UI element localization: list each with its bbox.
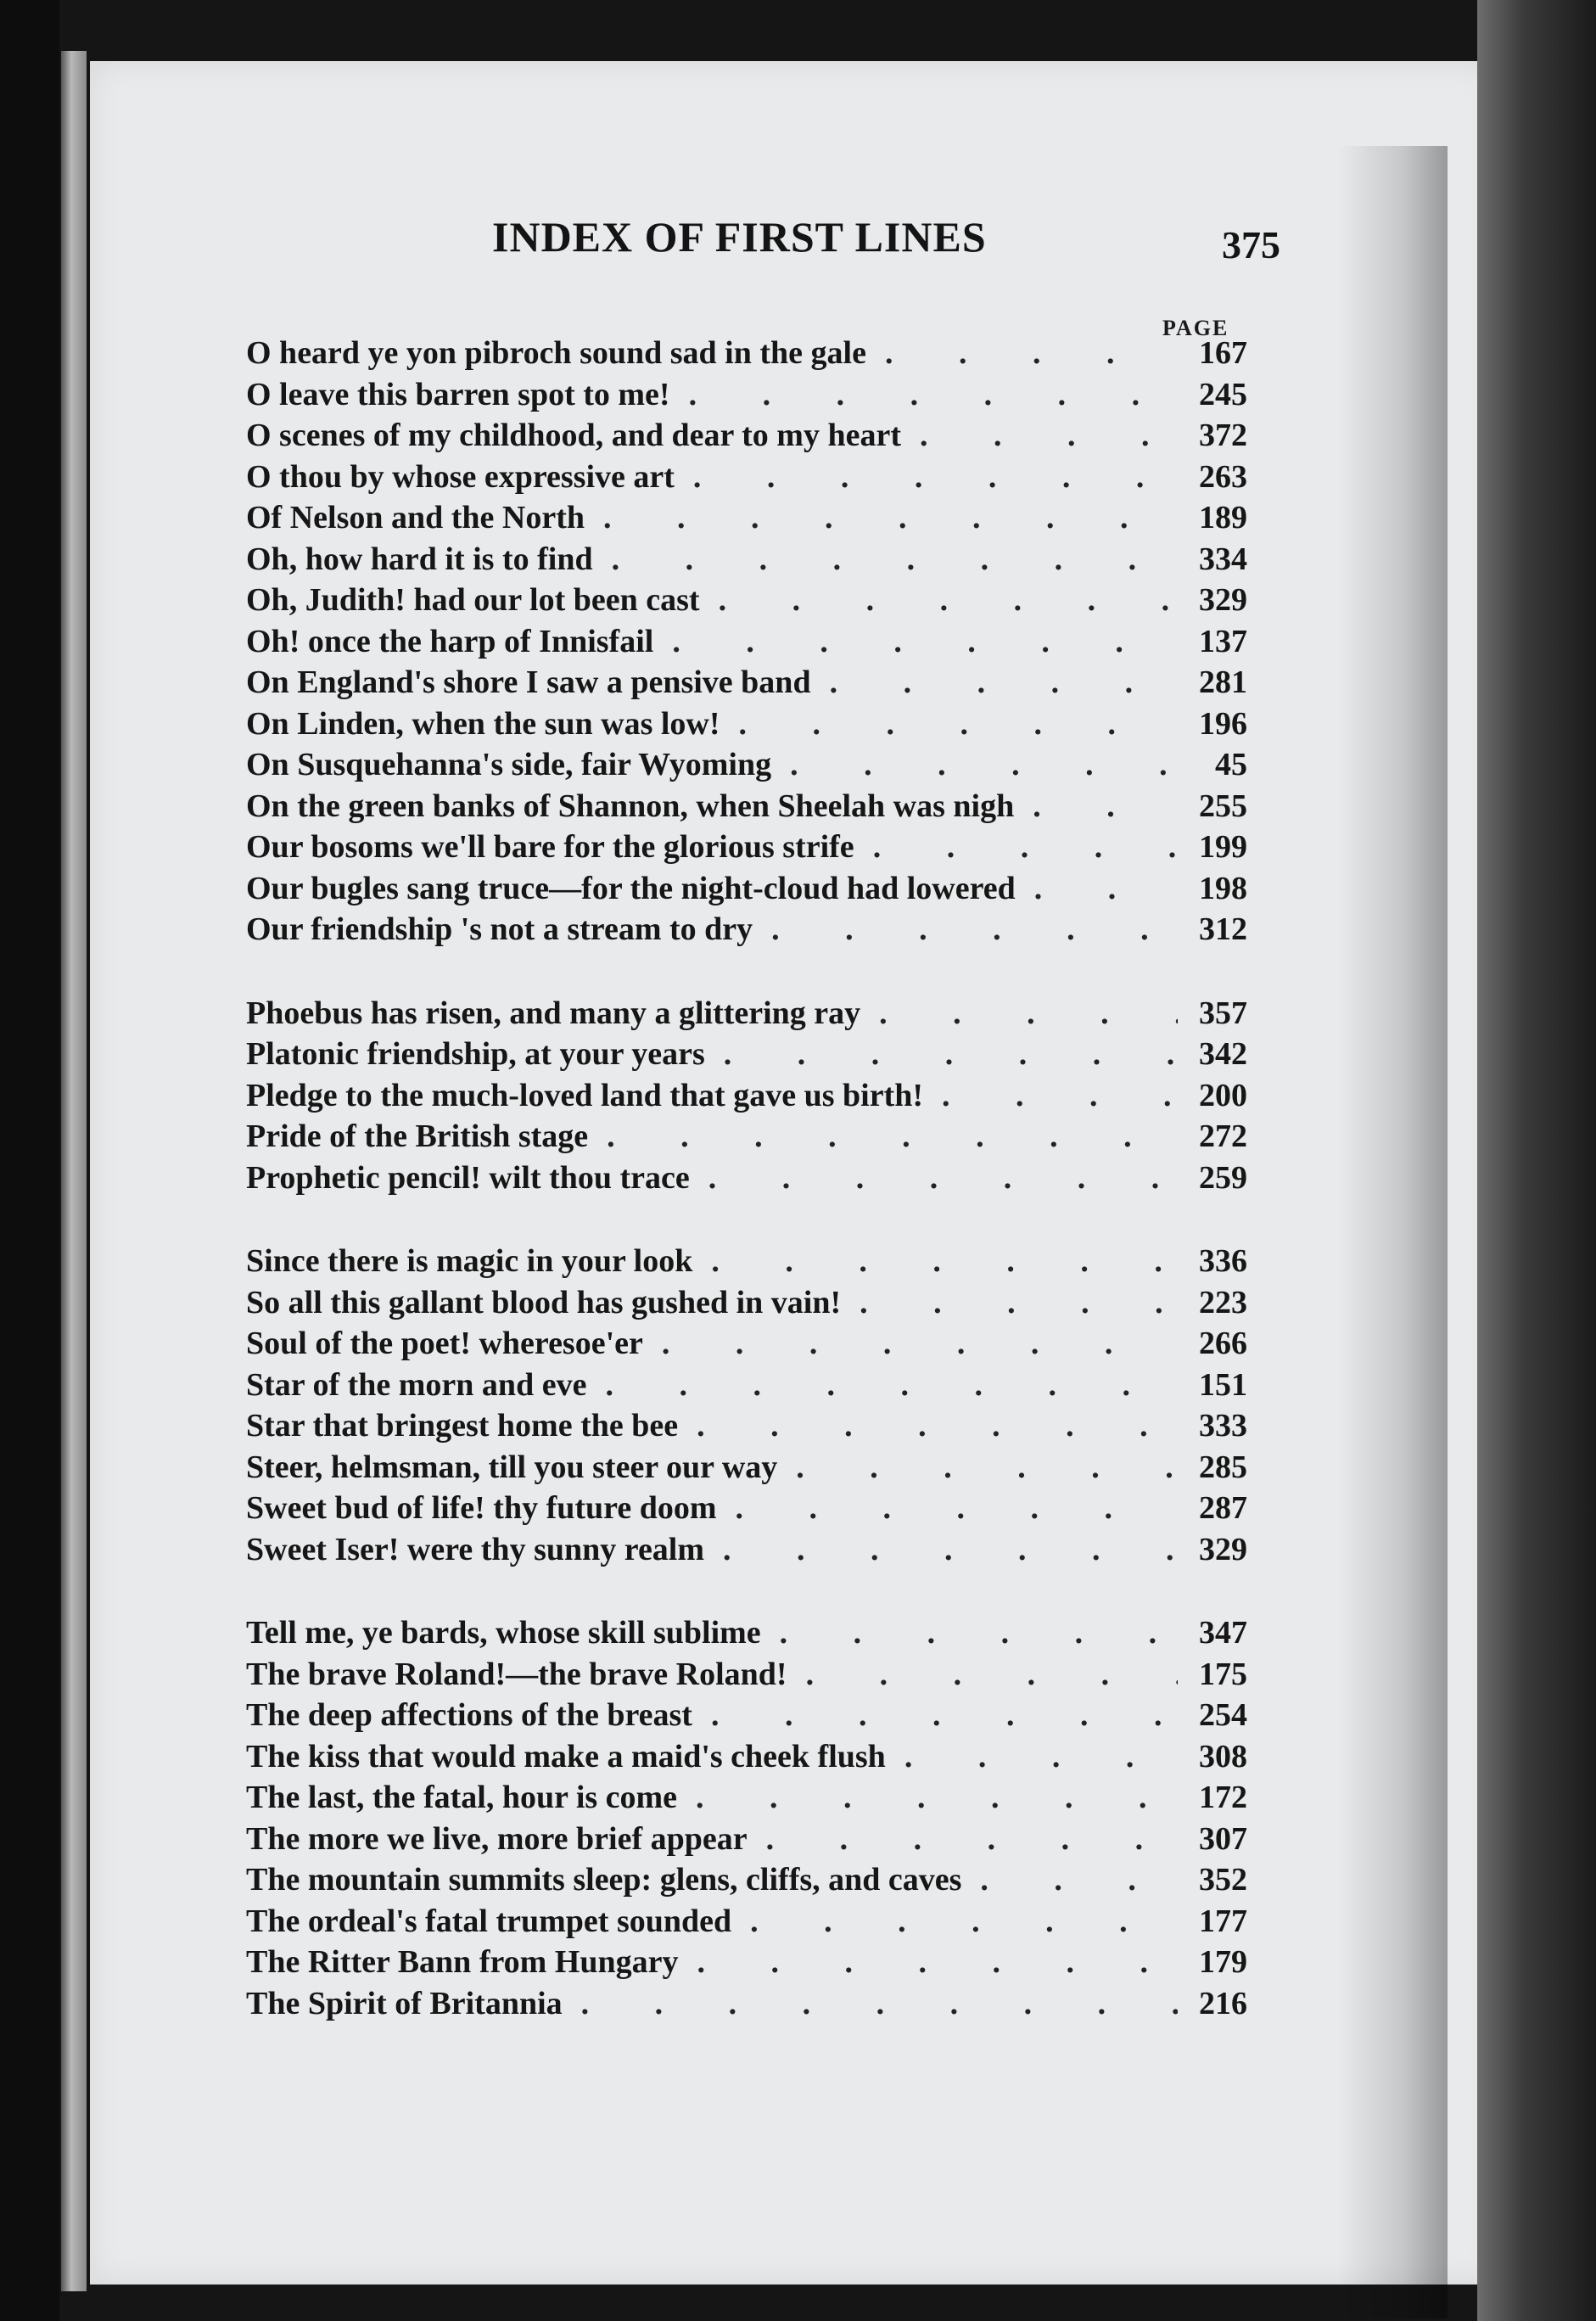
- dot-leader: [588, 1116, 1178, 1158]
- entry-page-number: 259: [1199, 1159, 1247, 1196]
- dot-leader: [585, 497, 1178, 539]
- index-entry: [246, 539, 1247, 580]
- index-entry: [246, 1777, 1247, 1819]
- page-fold-shadow: [1337, 146, 1448, 2318]
- dot-leader: [771, 744, 1178, 786]
- entry-page-number: 245: [1199, 376, 1247, 412]
- dot-leader: [705, 1034, 1178, 1075]
- first-line-text: The deep affections of the breast: [246, 1697, 692, 1733]
- dot-leader: [860, 993, 1178, 1034]
- first-line-text: Oh! once the harp of Innisfail: [246, 623, 654, 659]
- dot-leader: [753, 909, 1178, 950]
- first-line-text: Platonic friendship, at your years: [246, 1036, 705, 1072]
- index-entry: [246, 744, 1247, 786]
- dot-leader: [677, 1777, 1178, 1819]
- left-page-edge: [61, 51, 87, 2291]
- first-line-text: Phoebus has risen, and many a glittering ray: [246, 995, 861, 1031]
- entry-page-number: 216: [1199, 1985, 1247, 2021]
- dot-leader: [563, 1983, 1178, 2025]
- index-entry: [246, 786, 1247, 827]
- first-line-text: The mountain summits sleep: glens, cliffs, and caves: [246, 1862, 962, 1898]
- first-line-text: The Spirit of Britannia: [246, 1985, 563, 2021]
- index-entry: [246, 1942, 1247, 1983]
- dot-leader: [787, 1654, 1178, 1696]
- first-line-text: O leave this barren spot to me!: [246, 376, 670, 412]
- index-entry: [246, 1612, 1247, 1654]
- index-entry: [246, 374, 1247, 416]
- entry-page-number: 45: [1215, 747, 1247, 782]
- first-line-text: Pledge to the much-loved land that gave us birth!: [246, 1077, 923, 1113]
- dot-leader: [866, 333, 1178, 374]
- group-separator: [246, 950, 1247, 993]
- first-line-text: Oh, Judith! had our lot been cast: [246, 582, 700, 618]
- first-line-text: Tell me, ye bards, whose skill sublime: [246, 1615, 761, 1651]
- index-entry: [246, 1365, 1247, 1406]
- first-line-text: On England's shore I saw a pensive band: [246, 664, 811, 700]
- first-line-text: Sweet bud of life! thy future doom: [246, 1490, 717, 1526]
- first-line-text: The last, the fatal, hour is come: [246, 1780, 678, 1815]
- dot-leader: [692, 1241, 1178, 1282]
- dot-leader: [1016, 868, 1178, 910]
- entry-page-number: 196: [1199, 705, 1247, 742]
- index-entry: [246, 1859, 1247, 1901]
- entry-page-number: 281: [1199, 664, 1247, 700]
- index-entry: [246, 580, 1247, 621]
- entry-page-number: 167: [1199, 335, 1247, 371]
- entry-page-number: 175: [1199, 1656, 1247, 1692]
- dot-leader: [1014, 786, 1178, 827]
- group-separator: [246, 1198, 1247, 1241]
- index-entry: [246, 1075, 1247, 1117]
- first-line-text: The kiss that would make a maid's cheek flush: [246, 1738, 886, 1774]
- index-entry: [246, 1488, 1247, 1529]
- index-entry: [246, 415, 1247, 457]
- page-title: INDEX OF FIRST LINES: [492, 213, 987, 261]
- index-entry: [246, 1819, 1247, 1860]
- index-entry: [246, 1282, 1247, 1324]
- first-line-text: Pride of the British stage: [246, 1118, 589, 1154]
- entry-page-number: 199: [1199, 829, 1247, 865]
- dot-leader: [923, 1075, 1178, 1117]
- entry-page-number: 137: [1199, 623, 1247, 659]
- index-entry: [246, 1116, 1247, 1158]
- entry-page-number: 308: [1199, 1738, 1247, 1774]
- first-line-text: Oh, how hard it is to find: [246, 541, 593, 577]
- dot-leader: [761, 1612, 1178, 1654]
- index-entry: [246, 1695, 1247, 1736]
- left-scan-border: [0, 0, 59, 2321]
- right-scan-border: [1477, 0, 1596, 2321]
- entry-page-number: 347: [1199, 1615, 1247, 1651]
- index-entry: [246, 1901, 1247, 1943]
- index-entry: [246, 1241, 1247, 1282]
- first-line-text: On the green banks of Shannon, when Sheelah was nigh: [246, 788, 1015, 824]
- dot-leader: [700, 580, 1178, 621]
- dot-leader: [811, 662, 1178, 704]
- first-line-text: Prophetic pencil! wilt thou trace: [246, 1159, 690, 1196]
- index-entry: [246, 827, 1247, 868]
- dot-leader: [717, 1488, 1178, 1529]
- index-entry: [246, 704, 1247, 745]
- first-line-text: O heard ye yon pibroch sound sad in the gale: [246, 335, 866, 371]
- dot-leader: [675, 457, 1178, 498]
- index-entry: [246, 1529, 1247, 1571]
- first-line-text: Since there is magic in your look: [246, 1243, 693, 1279]
- entry-page-number: 287: [1199, 1490, 1247, 1526]
- dot-leader: [901, 415, 1178, 457]
- index-entry: [246, 993, 1247, 1034]
- index-entry: [246, 662, 1247, 704]
- dot-leader: [777, 1447, 1178, 1488]
- first-line-text: The ordeal's fatal trumpet sounded: [246, 1903, 732, 1939]
- first-line-text: Sweet Iser! were thy sunny realm: [246, 1531, 705, 1567]
- entry-page-number: 334: [1199, 541, 1247, 577]
- first-line-text: On Susquehanna's side, fair Wyoming: [246, 747, 772, 782]
- index-entry: [246, 1158, 1247, 1199]
- entry-page-number: 285: [1199, 1449, 1247, 1485]
- first-line-text: Our bugles sang truce—for the night-cloud had lowered: [246, 870, 1016, 906]
- entry-page-number: 342: [1199, 1036, 1247, 1072]
- entry-page-number: 307: [1199, 1820, 1247, 1857]
- first-line-text: Of Nelson and the North: [246, 500, 585, 535]
- first-line-text: Our friendship 's not a stream to dry: [246, 911, 753, 947]
- index-entry: [246, 868, 1247, 910]
- dot-leader: [704, 1529, 1178, 1571]
- dot-leader: [731, 1901, 1178, 1943]
- entry-page-number: 372: [1199, 418, 1247, 453]
- dot-leader: [670, 374, 1178, 416]
- index-entry: [246, 621, 1247, 663]
- entry-page-number: 329: [1199, 1531, 1247, 1567]
- entry-page-number: 263: [1199, 458, 1247, 495]
- entry-page-number: 198: [1199, 870, 1247, 906]
- dot-leader: [748, 1819, 1178, 1860]
- dot-leader: [692, 1695, 1178, 1736]
- first-line-text: O scenes of my childhood, and dear to my heart: [246, 418, 901, 453]
- dot-leader: [854, 827, 1178, 868]
- entry-page-number: 172: [1199, 1780, 1247, 1815]
- index-entry: [246, 1654, 1247, 1696]
- index-entry: [246, 1034, 1247, 1075]
- index-entry: [246, 1323, 1247, 1365]
- index-entry: [246, 1405, 1247, 1447]
- dot-leader: [886, 1736, 1178, 1778]
- entry-page-number: 151: [1199, 1366, 1247, 1403]
- entry-page-number: 200: [1199, 1077, 1247, 1113]
- first-line-text: The Ritter Bann from Hungary: [246, 1944, 679, 1980]
- entry-page-number: 333: [1199, 1408, 1247, 1444]
- page-number: 375: [1222, 223, 1280, 266]
- entry-page-number: 352: [1199, 1862, 1247, 1898]
- index-entry: [246, 1447, 1247, 1488]
- page-column-label: PAGE: [1162, 316, 1229, 340]
- dot-leader: [643, 1323, 1178, 1365]
- index-entry: [246, 909, 1247, 950]
- entry-page-number: 254: [1199, 1697, 1247, 1733]
- entry-page-number: 179: [1199, 1944, 1247, 1980]
- entry-page-number: 272: [1199, 1118, 1247, 1154]
- first-line-text: Star of the morn and eve: [246, 1366, 587, 1403]
- entry-page-number: 223: [1199, 1284, 1247, 1320]
- first-line-text: So all this gallant blood has gushed in vain!: [246, 1284, 842, 1320]
- index-entries: [246, 333, 1247, 2024]
- group-separator: [246, 1570, 1247, 1612]
- index-entry: [246, 1736, 1247, 1778]
- index-entry: [246, 497, 1247, 539]
- index-entry: [246, 457, 1247, 498]
- first-line-text: The more we live, more brief appear: [246, 1820, 748, 1857]
- dot-leader: [586, 1365, 1178, 1406]
- first-line-text: Star that bringest home the bee: [246, 1408, 679, 1444]
- entry-page-number: 177: [1199, 1903, 1247, 1939]
- index-entry: [246, 1983, 1247, 2025]
- dot-leader: [678, 1405, 1178, 1447]
- entry-page-number: 189: [1199, 500, 1247, 535]
- first-line-text: On Linden, when the sun was low!: [246, 705, 720, 742]
- first-line-text: Our bosoms we'll bare for the glorious strife: [246, 829, 854, 865]
- first-line-text: The brave Roland!—the brave Roland!: [246, 1656, 787, 1692]
- index-entry: [246, 333, 1247, 374]
- dot-leader: [690, 1158, 1178, 1199]
- dot-leader: [720, 704, 1178, 745]
- dot-leader: [679, 1942, 1179, 1983]
- entry-page-number: 255: [1199, 788, 1247, 824]
- dot-leader: [841, 1282, 1178, 1324]
- entry-page-number: 312: [1199, 911, 1247, 947]
- dot-leader: [961, 1859, 1178, 1901]
- first-line-text: Steer, helmsman, till you steer our way: [246, 1449, 778, 1485]
- first-line-text: Soul of the poet! wheresoe'er: [246, 1326, 643, 1361]
- entry-page-number: 266: [1199, 1326, 1247, 1361]
- running-header: [356, 161, 1290, 266]
- first-line-text: O thou by whose expressive art: [246, 458, 675, 495]
- dot-leader: [653, 621, 1178, 663]
- entry-page-number: 357: [1199, 995, 1247, 1031]
- entry-page-number: 329: [1199, 582, 1247, 618]
- dot-leader: [593, 539, 1178, 580]
- entry-page-number: 336: [1199, 1243, 1247, 1279]
